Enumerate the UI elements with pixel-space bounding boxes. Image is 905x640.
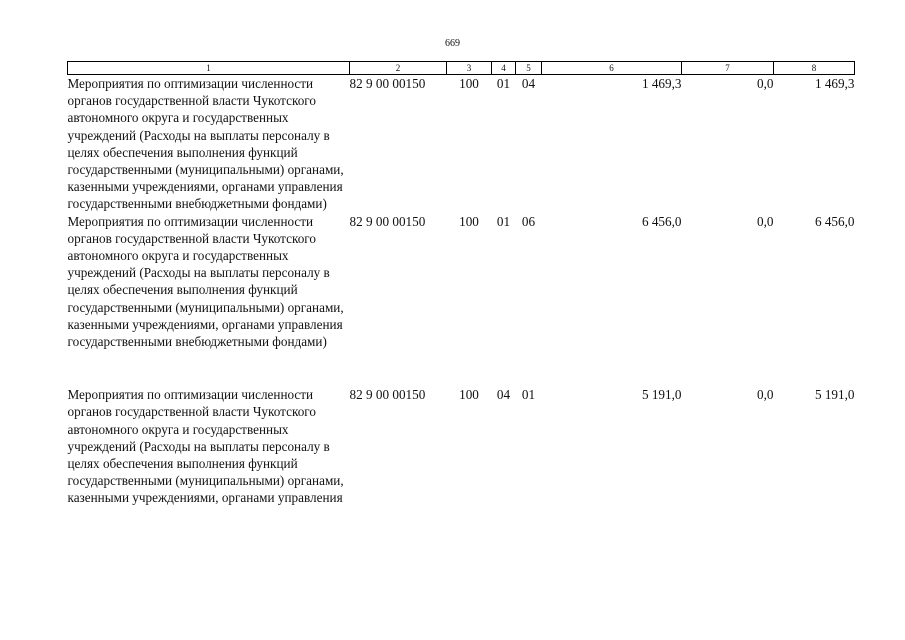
column-header-6: 6 [542, 62, 682, 75]
row-change: 0,0 [757, 213, 774, 229]
row-subsection: 04 [521, 76, 536, 91]
row-code: 82 9 00 00150 [349, 213, 426, 229]
row-description: Мероприятия по оптимизации численности органов государственной власти Чукотского автономного округа и государственных учреждений (Расходы на выплаты персоналу в целях обеспечения выполнения функций государственными (муниципальными) органами, казенными учреждениями, органами управления государственными внебюджетными фондами) [67, 213, 344, 350]
column-header-2: 2 [350, 62, 447, 75]
row-change: 0,0 [757, 76, 774, 91]
column-header-4: 4 [492, 62, 516, 75]
column-header-7: 7 [682, 62, 774, 75]
row-subsection: 01 [521, 387, 536, 403]
row-expense-type: 100 [459, 387, 479, 403]
column-header-8: 8 [774, 62, 855, 75]
row-section: 01 [496, 213, 511, 229]
table-row [68, 213, 855, 351]
row-description: Мероприятия по оптимизации численности органов государственной власти Чукотского автономного округа и государственных учреждений (Расходы на выплаты персоналу в целях обеспечения выполнения функций государственными (муниципальными) органами, казенными учреждениями, органами управления государственными внебюджетными фондами) [67, 76, 344, 212]
table-row [68, 75, 855, 213]
row-code: 82 9 00 00150 [349, 387, 426, 403]
row-expense-type: 100 [459, 213, 479, 229]
row-total: 6 456,0 [814, 213, 855, 229]
row-subsection: 06 [521, 213, 536, 229]
row-code: 82 9 00 00150 [349, 76, 426, 91]
row-total: 5 191,0 [814, 387, 855, 403]
table-row [68, 386, 855, 506]
page-number: 669 [445, 38, 460, 49]
row-section: 01 [496, 76, 511, 91]
row-expense-type: 100 [459, 76, 479, 91]
row-amount: 1 469,3 [641, 76, 682, 91]
column-header-3: 3 [447, 62, 492, 75]
row-total: 1 469,3 [814, 76, 855, 91]
row-spacer [68, 350, 855, 386]
row-section: 04 [496, 387, 511, 403]
budget-table [67, 61, 855, 507]
column-header-5: 5 [516, 62, 542, 75]
row-change: 0,0 [757, 387, 774, 403]
row-description: Мероприятия по оптимизации численности органов государственной власти Чукотского автономного округа и государственных учреждений (Расходы на выплаты персоналу в целях обеспечения выполнения функций государственными (муниципальными) органами, казенными учреждениями, органами управления [67, 387, 344, 506]
column-header-1: 1 [68, 62, 350, 75]
row-amount: 6 456,0 [641, 213, 682, 229]
row-amount: 5 191,0 [641, 387, 682, 403]
header-row [68, 62, 855, 75]
